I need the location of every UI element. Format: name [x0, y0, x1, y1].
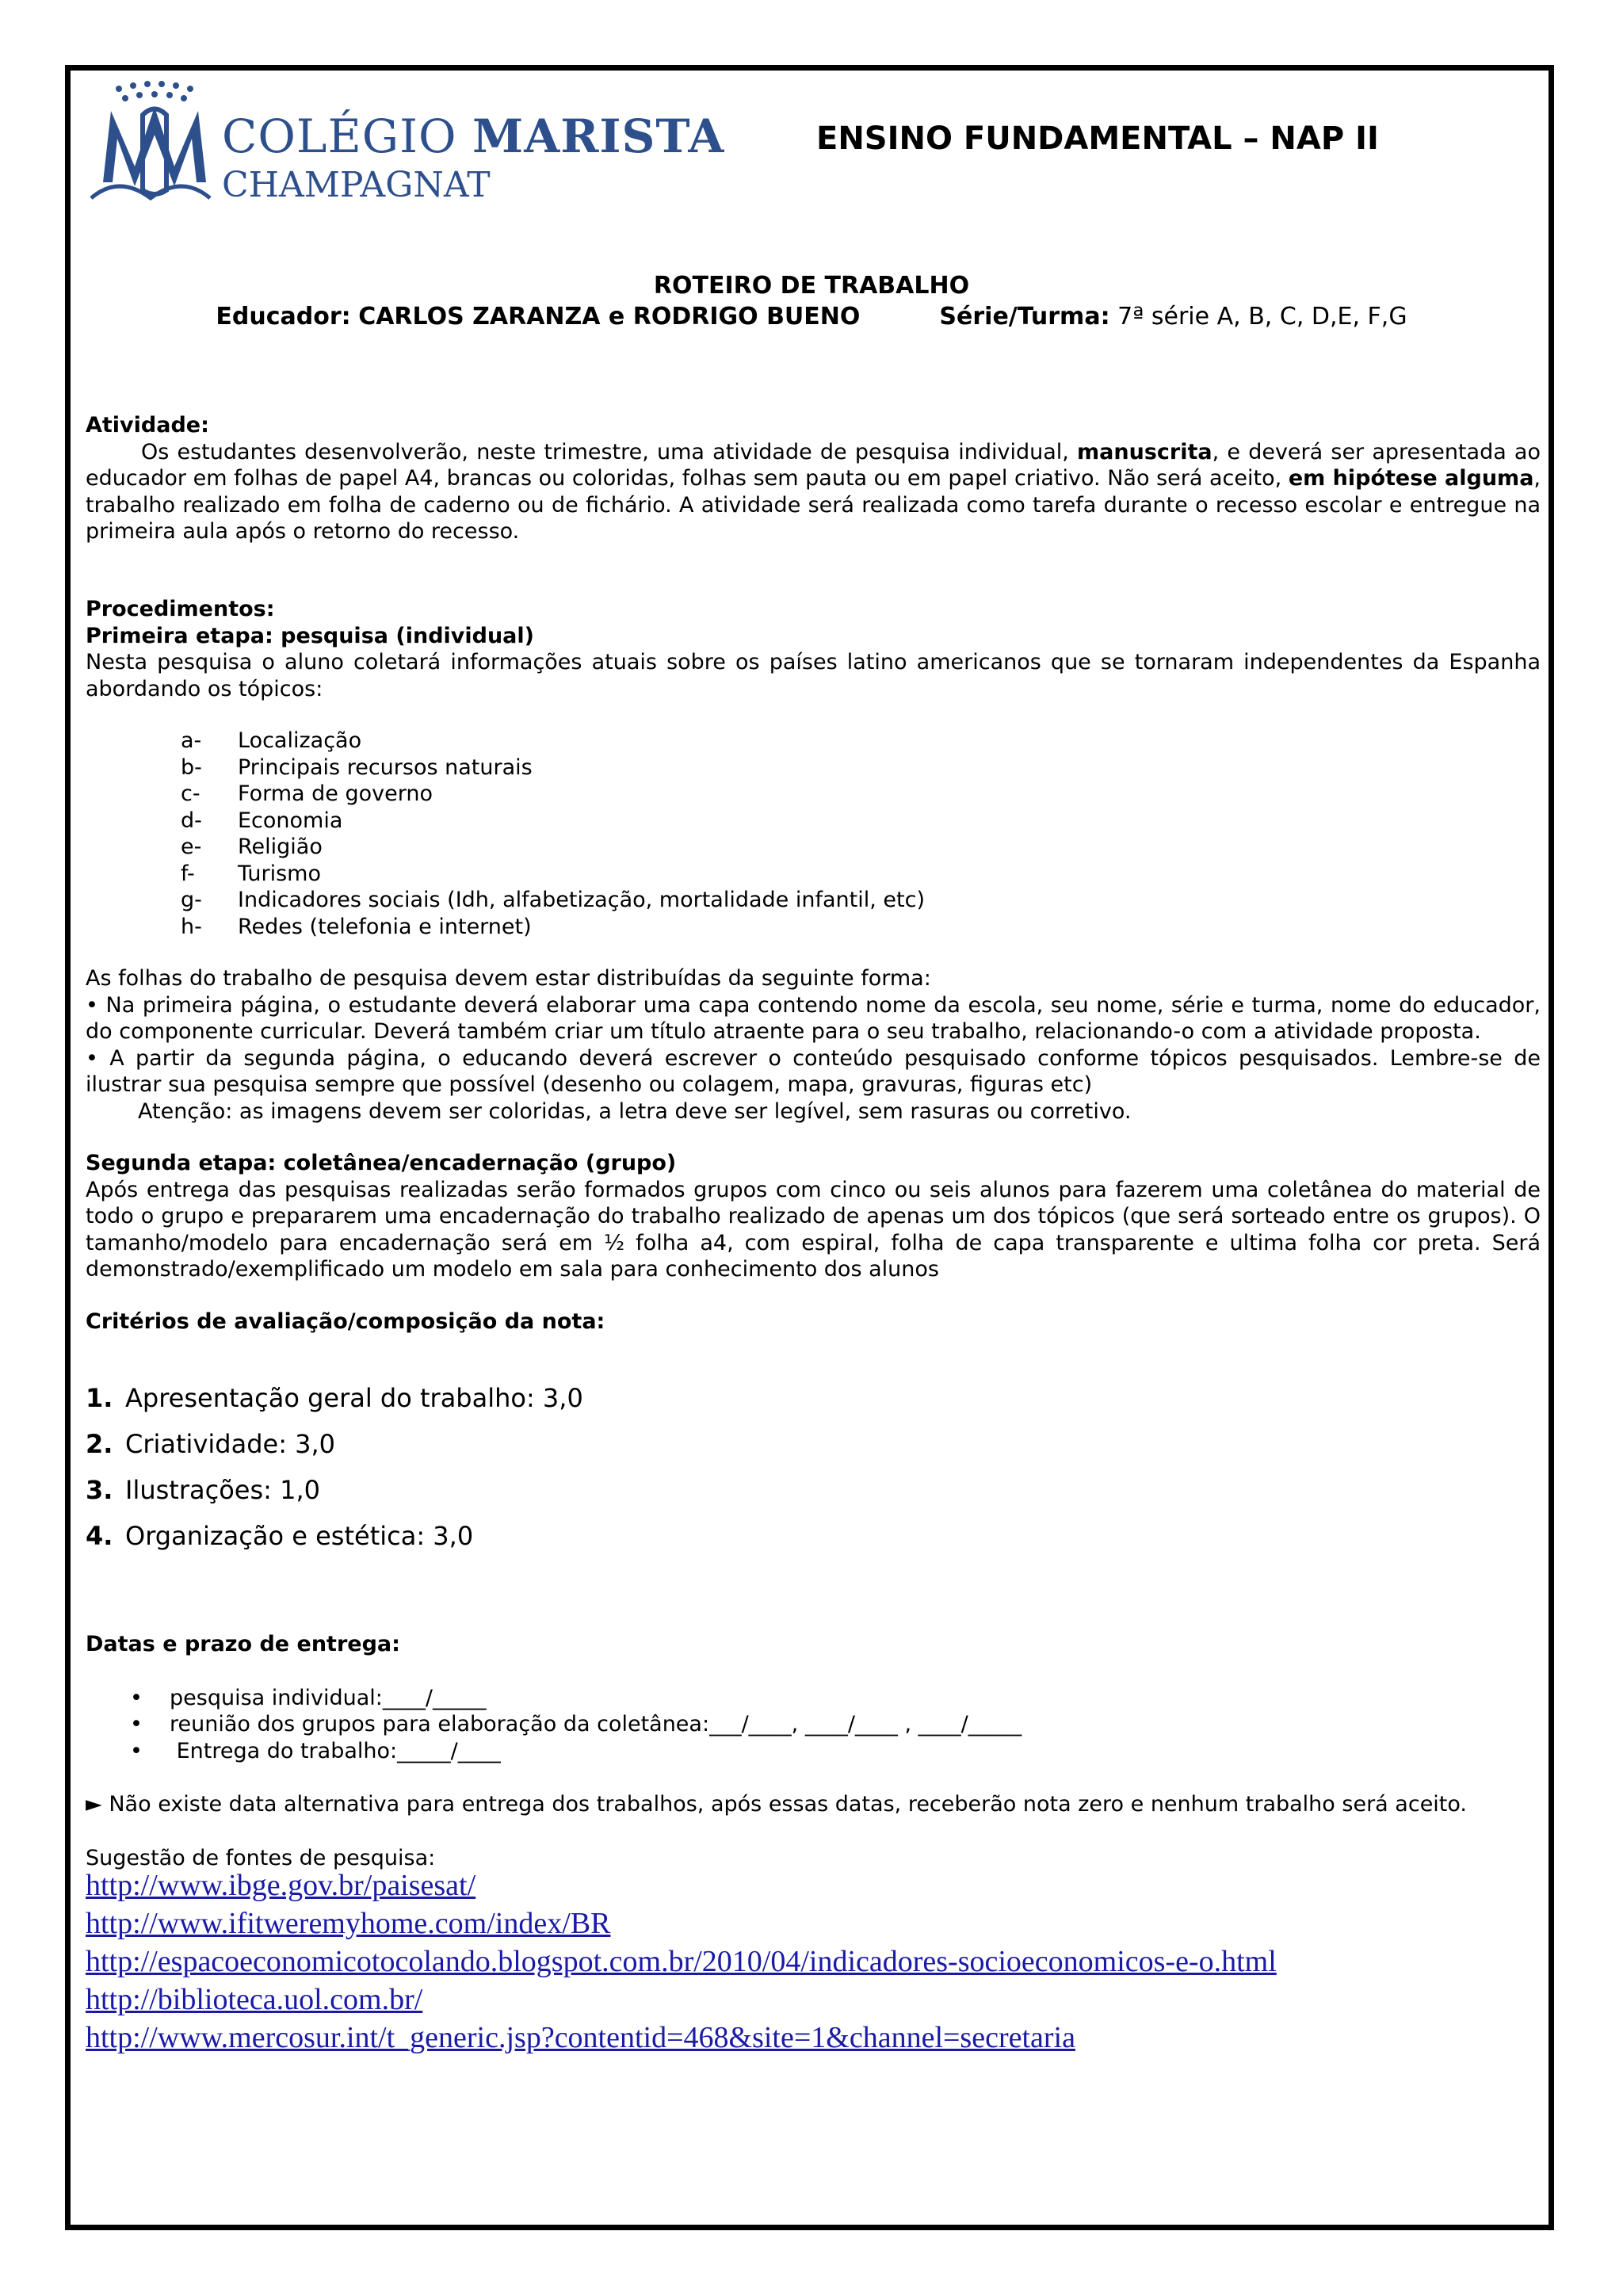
- list-item: d- Economia: [181, 808, 343, 833]
- folhas-bullet-1: • Na primeira página, o estudante deverá elaborar uma capa contendo nome da escola, seu nome, série e turma, nome do educador, do componente curricular. Deverá também criar um título atraente para o seu trabalho, relacionando-o com a atividade proposta.: [86, 992, 1541, 1044]
- list-item: • pesquisa individual:____/_____: [130, 1685, 487, 1710]
- list-item: b- Principais recursos naturais: [181, 755, 533, 780]
- criterios-list: [86, 1375, 1541, 1559]
- aviso-note: ► Não existe data alternativa para entrega dos trabalhos, após essas datas, receberão nota zero e nenhum trabalho será aceito.: [86, 1792, 1468, 1817]
- list-item: a- Localização: [181, 728, 362, 753]
- etapa2-text: Após entrega das pesquisas realizadas serão formados grupos com cinco ou seis alunos para fazerem uma coletânea do material de todo o grupo e prepararem uma encadernação do trabalho realizado de apenas um dos tópicos (que será sorteado entre os grupos). O tamanho/modelo para encadernação será em ½ folha a4, com espiral, folha de capa transparente e ultima folha cor preta. Será demonstrado/exemplificado um modelo em sala para conhecimento dos alunos: [86, 1177, 1541, 1282]
- list-item: 3. Ilustrações: 1,0: [86, 1475, 320, 1505]
- logo-name-line2: CHAMPAGNAT: [222, 165, 491, 205]
- list-item: • reunião dos grupos para elaboração da coletânea:___/____, ____/____ , ____/_____: [130, 1712, 1022, 1736]
- atencao-note: Atenção: as imagens devem ser coloridas, a letra deve ser legível, sem rasuras ou corretivo.: [138, 1098, 1132, 1124]
- list-item: h- Redes (telefonia e internet): [181, 914, 532, 939]
- atividade-heading: Atividade:: [86, 413, 209, 437]
- etapa1-text: Nesta pesquisa o aluno coletará informações atuais sobre os países latino americanos que se tornaram independentes da Espanha abordando os tópicos:: [86, 650, 1541, 701]
- atividade-section: [86, 412, 1541, 545]
- datas-section: [86, 1631, 1541, 1871]
- etapa1-heading: Primeira etapa: pesquisa (individual): [86, 623, 534, 648]
- procedimentos-heading: Procedimentos:: [86, 597, 275, 621]
- list-item: c- Forma de governo: [181, 781, 433, 806]
- atividade-text: Os estudantes desenvolverão, neste trimestre, uma atividade de pesquisa individual, manuscrita, e deverá ser apresentada ao educador em folhas de papel A4, brancas ou coloridas, folhas sem pauta ou em papel criativo. Não será aceito, em hipótese alguma, trabalho realizado em folha de caderno ou de fichário. A atividade será realizada como tarefa durante o recesso escolar e entregue na primeira aula após o retorno do recesso.: [86, 439, 1541, 544]
- criterios-heading: Critérios de avaliação/composição da nota:: [86, 1308, 605, 1334]
- source-link[interactable]: http://biblioteca.uol.com.br/: [86, 1983, 423, 2016]
- marista-monogram-icon: [87, 79, 214, 206]
- etapa2-heading: Segunda etapa: coletânea/encadernação (grupo): [86, 1151, 677, 1175]
- list-item: 1. Apresentação geral do trabalho: 3,0: [86, 1383, 583, 1413]
- list-item: 2. Criatividade: 3,0: [86, 1429, 336, 1459]
- school-logo: [87, 79, 725, 214]
- source-link[interactable]: http://www.mercosur.int/t_generic.jsp?contentid=468&site=1&channel=secretaria: [86, 2021, 1075, 2054]
- logo-name-line1: COLÉGIO MARISTA: [222, 109, 725, 163]
- datas-heading: Datas e prazo de entrega:: [86, 1632, 400, 1656]
- doc-title: ROTEIRO DE TRABALHO: [653, 272, 970, 300]
- list-item: g- Indicadores sociais (Idh, alfabetização, mortalidade infantil, etc): [181, 888, 925, 912]
- source-link[interactable]: http://www.ibge.gov.br/paisesat/: [86, 1869, 476, 1902]
- datas-list: [86, 1685, 1541, 1765]
- procedimentos-section: [86, 596, 1541, 1335]
- source-link[interactable]: http://www.ifitweremyhome.com/index/BR: [86, 1907, 611, 1940]
- fontes-links: [86, 1866, 1541, 2057]
- source-link[interactable]: http://espacoeconomicotocolando.blogspot.com.br/2010/04/indicadores-socioeconomicos-e-o.html: [86, 1945, 1277, 1978]
- fontes-label: Sugestão de fontes de pesquisa:: [86, 1845, 436, 1870]
- folhas-bullet-2: • A partir da segunda página, o educando deverá escrever o conteúdo pesquisado conforme tópicos pesquisados. Lembre-se de ilustrar sua pesquisa sempre que possível (desenho ou colagem, mapa, gravuras, figuras etc): [86, 1045, 1541, 1097]
- list-item: e- Religião: [181, 835, 323, 859]
- list-item: f- Turismo: [181, 861, 321, 886]
- folhas-intro: As folhas do trabalho de pesquisa devem estar distribuídas da seguinte forma:: [86, 966, 931, 991]
- list-item: • Entrega do trabalho:_____/____: [130, 1738, 501, 1763]
- topics-list: [181, 728, 1541, 940]
- doc-subtitle: Educador: CARLOS ZARANZA e RODRIGO BUENO Série/Turma: 7ª série A, B, C, D,E, F,G: [216, 303, 1407, 330]
- header-title: ENSINO FUNDAMENTAL – NAP II: [816, 120, 1379, 157]
- list-item: 4. Organização e estética: 3,0: [86, 1521, 474, 1551]
